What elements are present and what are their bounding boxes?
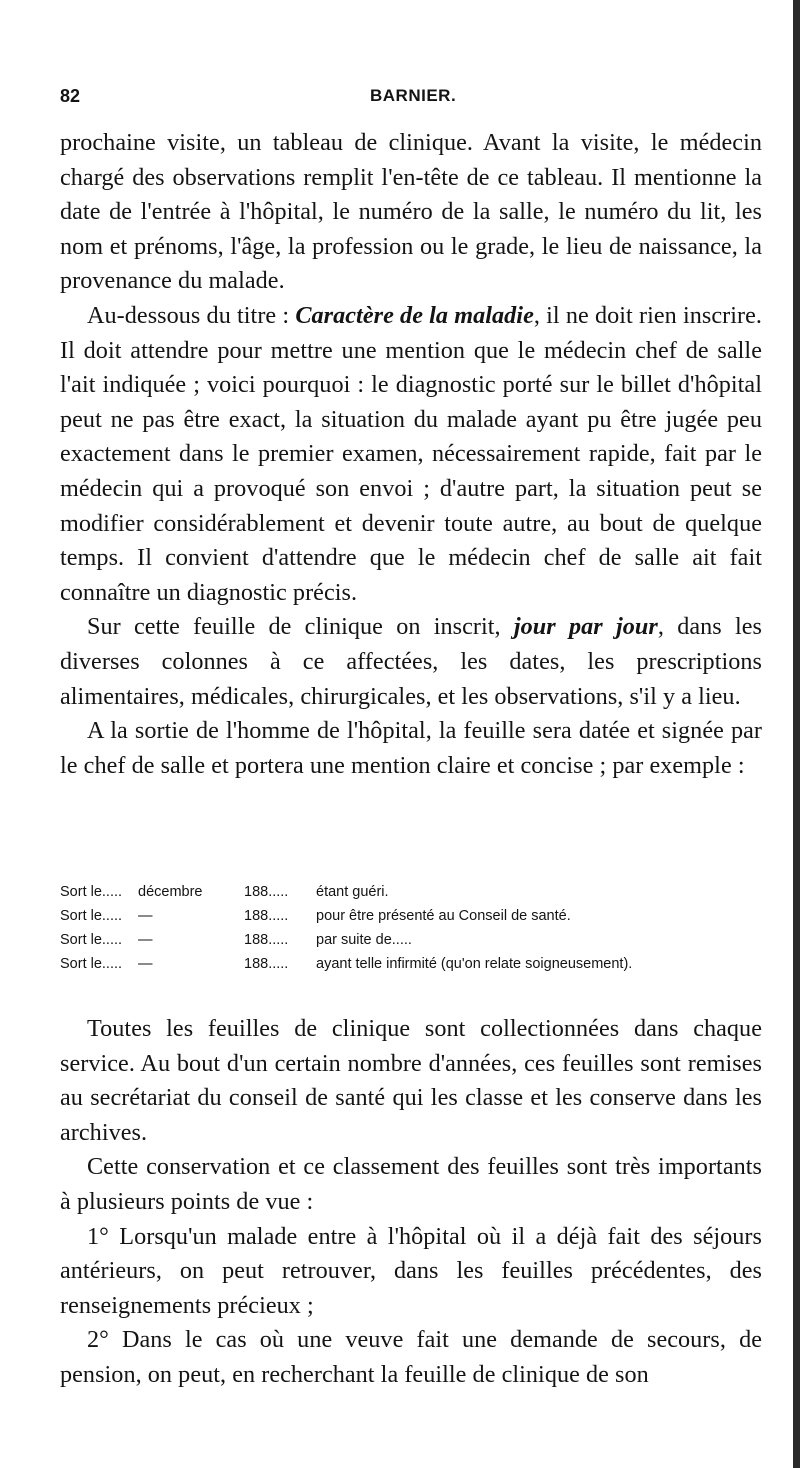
paragraph: Cette conservation et ce classement des feuilles sont très importants à plusieurs points de vue : <box>60 1153 762 1215</box>
paragraph: A la sortie de l'homme de l'hôpital, la feuille sera datée et signée par le chef de salle et portera une mention claire et concise ; par exemple : <box>60 717 762 779</box>
page-header <box>60 86 760 116</box>
paragraph: 2° Dans le cas où une veuve fait une demande de secours, de pension, on peut, en recherchant la feuille de clinique de son <box>60 1326 762 1388</box>
page-edge-shadow <box>793 0 800 1468</box>
body-text-top <box>60 126 762 783</box>
paragraph: Toutes les feuilles de clinique sont collectionnées dans chaque service. Au bout d'un certain nombre d'années, ces feuilles sont remises au secrétariat du conseil de santé qui les classe et les conserve dans les archives. <box>60 1015 762 1146</box>
italic-term: Caractère de la maladie <box>295 301 534 329</box>
list-item: Sort le..... décembre 188..... étant guéri. <box>60 884 389 900</box>
paragraph: 1° Lorsqu'un malade entre à l'hôpital où il a déjà fait des séjours antérieurs, on peut retrouver, dans les feuilles précédentes, des renseignements précieux ; <box>60 1222 762 1319</box>
body-text-bottom <box>60 1012 762 1393</box>
running-head: BARNIER. <box>370 86 457 105</box>
paragraph: prochaine visite, un tableau de clinique. Avant la visite, le médecin chargé des observations remplit l'en-tête de ce tableau. Il mentionne la date de l'entrée à l'hôpital, le numéro de la salle, le numéro du lit, les nom et prénoms, l'âge, la profession ou le grade, le lieu de naissance, la provenance du malade. <box>60 129 762 295</box>
list-item: Sort le..... — 188..... ayant telle infirmité (qu'on relate soigneusement). <box>60 956 633 972</box>
paragraph: Au-dessous du titre : Caractère de la maladie, il ne doit rien inscrire. Il doit attendre pour mettre une mention que le médecin chef de salle l'ait indiquée ; voici pourquoi : le diagnostic porté sur le billet d'hôpital peut ne pas être exact, la situation du malade ayant pu être jugée peu exactement dans le premier examen, nécessairement rapide, fait par le médecin qui a provoqué son envoi ; d'autre part, la situation peut se modifier considérablement et devenir toute autre, au bout de quelque temps. Il convient d'attendre que le médecin chef de salle ait fait connaître un diagnostic précis. <box>60 301 762 606</box>
paragraph: Sur cette feuille de clinique on inscrit, jour par jour, dans les diverses colonnes à ce affectées, les dates, les prescriptions alimentaires, médicales, chirurgicales, et les observations, s'il y a lieu. <box>60 613 762 710</box>
italic-term: jour par jour <box>513 613 658 641</box>
exit-examples-list <box>60 880 770 976</box>
list-item: Sort le..... — 188..... pour être présenté au Conseil de santé. <box>60 908 571 924</box>
list-item: Sort le..... — 188..... par suite de..... <box>60 932 412 948</box>
page-number: 82 <box>60 86 81 106</box>
